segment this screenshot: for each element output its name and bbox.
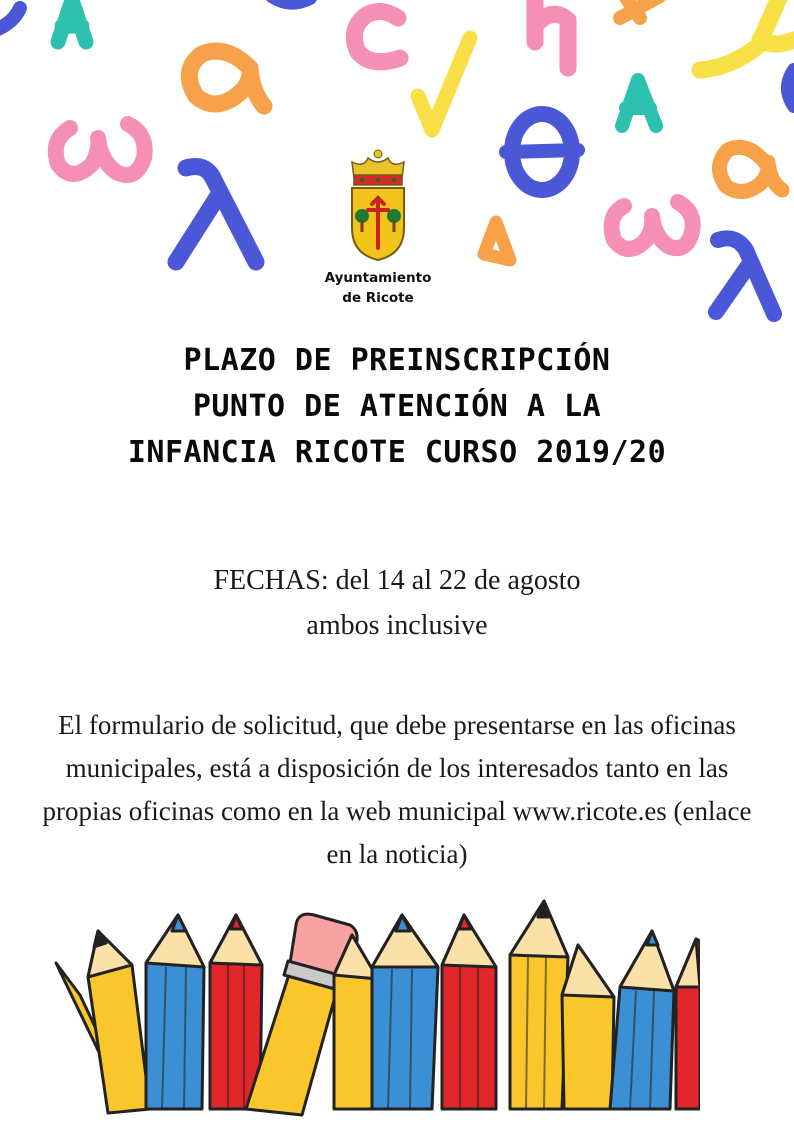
notice-title: PLAZO DE PREINSCRIPCIÓN PUNTO DE ATENCIÓN A LA INFANCIA RICOTE CURSO 2019/20	[127, 343, 667, 470]
coat-of-arms-icon	[346, 148, 410, 262]
municipality-name: Ayuntamiento de Ricote	[324, 270, 432, 306]
dates-text: FECHAS: del 14 al 22 de agosto ambos inclusive	[213, 565, 581, 641]
body-paragraph: El formulario de solicitud, que debe presentarse en las oficinas municipales, está a disposición de los interesados tanto en las propias oficinas como en la web municipal www.ricote.es (enlace en la noticia)	[42, 710, 752, 869]
crest-block	[320, 148, 436, 308]
colored-pencils-decoration	[50, 895, 700, 1120]
